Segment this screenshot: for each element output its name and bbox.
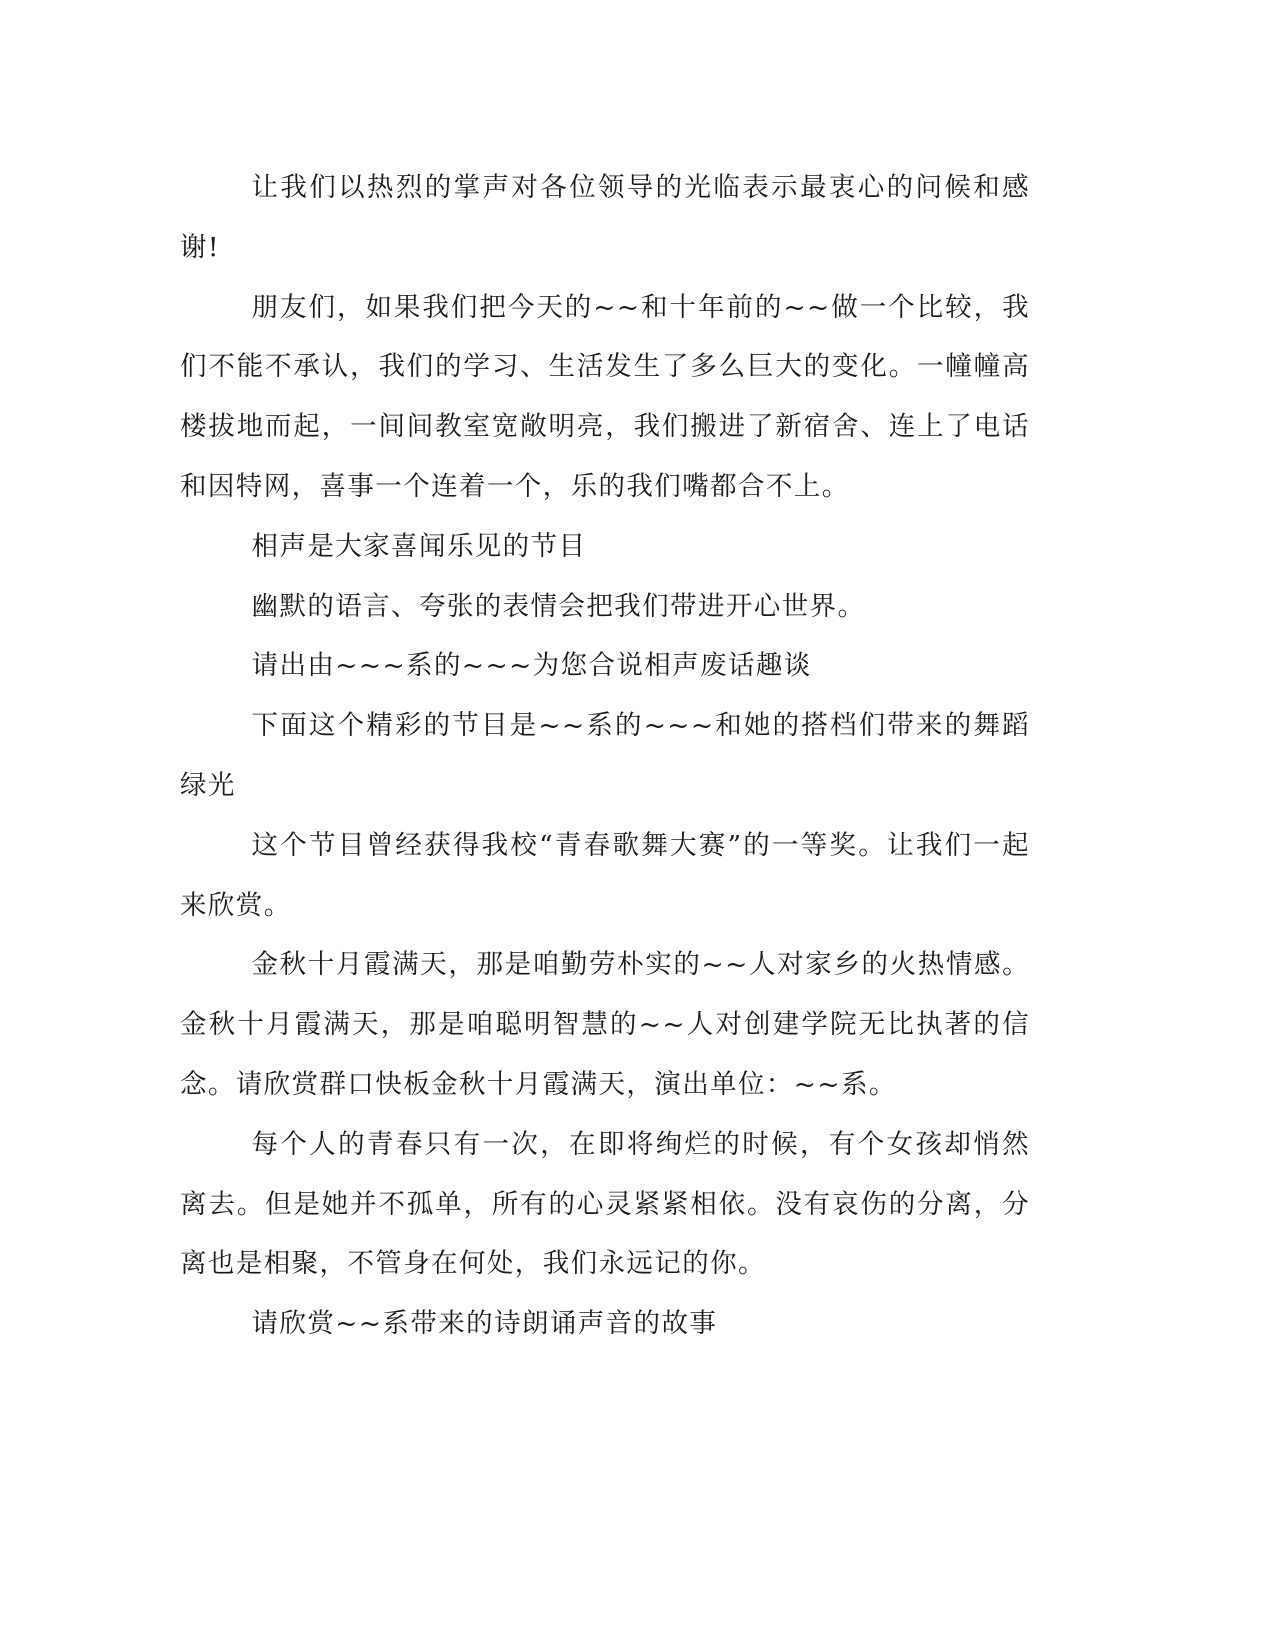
paragraph-greeting: 让我们以热烈的掌声对各位领导的光临表示最衷心的问候和感谢! xyxy=(180,172,1030,263)
paragraph-dance: 下面这个精彩的节目是~~系的~~~和她的搭档们带来的舞蹈绿光 xyxy=(180,710,1030,801)
paragraph-youth: 每个人的青春只有一次，在即将绚烂的时候，有个女孩却悄然离去。但是她并不孤单，所有的心灵紧紧相依。没有哀伤的分离，分离也是相聚，不管身在何处，我们永远记的你。 xyxy=(180,1128,1030,1280)
paragraph-award: 这个节目曾经获得我校“青春歌舞大赛”的一等奖。让我们一起来欣赏。 xyxy=(180,829,1030,921)
document-body xyxy=(180,158,1030,1354)
paragraph-kuaiban: 金秋十月霞满天，那是咱勤劳朴实的~~人对家乡的火热情感。金秋十月霞满天，那是咱聪明智慧的~~人对创建学院无比执著的信念。请欣赏群口快板金秋十月霞满天，演出单位：~~系。 xyxy=(180,949,1030,1100)
paragraph-poem: 请欣赏~~系带来的诗朗诵声音的故事 xyxy=(251,1308,718,1340)
paragraph-humor: 幽默的语言、夸张的表情会把我们带进开心世界。 xyxy=(251,590,866,622)
paragraph-crosstalk-intro: 相声是大家喜闻乐见的节目 xyxy=(251,530,587,562)
paragraph-changes: 朋友们，如果我们把今天的~~和十年前的~~做一个比较，我们不能不承认，我们的学习、生活发生了多么巨大的变化。一幢幢高楼拔地而起，一间间教室宽敞明亮，我们搬进了新宿舍、连上了电话和因特网，喜事一个连着一个，乐的我们嘴都合不上。 xyxy=(180,291,1030,502)
paragraph-crosstalk-performer: 请出由~~~系的~~~为您合说相声废话趣谈 xyxy=(251,650,812,682)
